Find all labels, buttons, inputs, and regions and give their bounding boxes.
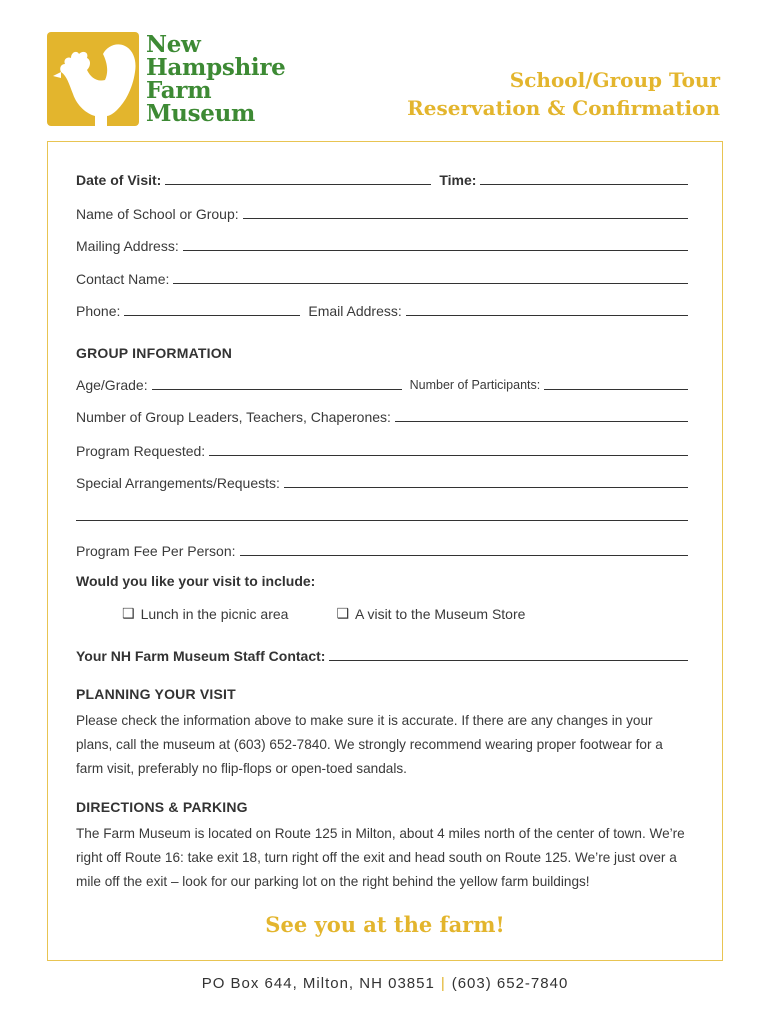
age-field[interactable]: [152, 389, 402, 390]
rooster-icon: [47, 32, 139, 126]
leaders-row: [76, 405, 688, 425]
logo-line-1: New: [146, 31, 201, 58]
directions-text: The Farm Museum is located on Route 125 in Milton, about 4 miles north of the center of town. We’re right off Route 16: take exit 18, turn right off the exit and head south on Route 125. We’re just over a mile off the exit – look for our parking lot on the right behind the yellow farm buildings!: [76, 826, 685, 889]
special-field-line-2[interactable]: [76, 520, 688, 521]
contact-row: [76, 267, 688, 287]
special-row-continued: [76, 504, 688, 524]
logo-wordmark: [146, 33, 286, 125]
leaders-label: Number of Group Leaders, Teachers, Chaperones:: [76, 409, 391, 425]
special-label: Special Arrangements/Requests:: [76, 475, 280, 491]
school-label: Name of School or Group:: [76, 206, 239, 222]
special-row: [76, 471, 688, 491]
contact-label: Contact Name:: [76, 271, 170, 287]
leaders-field[interactable]: [395, 421, 688, 422]
date-label: Date of Visit:: [76, 172, 162, 188]
date-field[interactable]: [165, 184, 431, 185]
logo-badge: [47, 32, 139, 126]
email-label: Email Address:: [308, 303, 402, 319]
include-options: [122, 605, 525, 622]
planning-heading: PLANNING YOUR VISIT: [76, 686, 236, 702]
age-participants-row: [76, 373, 688, 393]
title-line-1: School/Group Tour: [509, 68, 720, 92]
option-store-label: A visit to the Museum Store: [355, 605, 526, 622]
program-field[interactable]: [209, 455, 688, 456]
school-field[interactable]: [243, 218, 688, 219]
program-label: Program Requested:: [76, 443, 206, 459]
age-label: Age/Grade:: [76, 377, 148, 393]
footer: [0, 975, 770, 992]
participants-field[interactable]: [544, 389, 688, 390]
date-time-row: [76, 168, 688, 188]
closing-message: See you at the farm!: [265, 912, 505, 937]
address-label: Mailing Address:: [76, 238, 179, 254]
include-question: Would you like your visit to include:: [76, 573, 316, 589]
directions-heading: DIRECTIONS & PARKING: [76, 799, 248, 815]
address-field[interactable]: [183, 250, 688, 251]
footer-separator: |: [440, 975, 446, 992]
footer-address: PO Box 644, Milton, NH 03851: [201, 975, 435, 992]
staff-row: [76, 644, 688, 664]
fee-field[interactable]: [240, 555, 688, 556]
staff-field[interactable]: [329, 660, 688, 661]
phone-field[interactable]: [124, 315, 300, 316]
footer-phone: (603) 652-7840: [451, 975, 569, 992]
option-store[interactable]: [336, 605, 525, 622]
document-title: [407, 66, 720, 122]
option-lunch-label: Lunch in the picnic area: [140, 605, 289, 622]
fee-row: [76, 539, 688, 559]
phone-email-row: [76, 299, 688, 319]
group-info-heading: GROUP INFORMATION: [76, 345, 233, 361]
logo-line-2: Hampshire: [146, 54, 286, 81]
logo-line-3: Farm: [146, 77, 212, 104]
participants-label: Number of Participants:: [409, 378, 541, 392]
phone-label: Phone:: [76, 303, 121, 319]
program-row: [76, 439, 688, 459]
email-field[interactable]: [406, 315, 688, 316]
checkbox-icon[interactable]: ❑: [122, 605, 135, 621]
fee-label: Program Fee Per Person:: [76, 543, 236, 559]
planning-text: Please check the information above to make sure it is accurate. If there are any changes in your plans, call the museum at (603) 652-7840. We strongly recommend wearing proper footwear for a farm visit, preferably no flip-flops or open-toed sandals.: [76, 713, 663, 776]
special-field[interactable]: [284, 487, 688, 488]
address-row: [76, 234, 688, 254]
school-row: [76, 202, 688, 222]
option-lunch[interactable]: [122, 605, 288, 622]
checkbox-icon[interactable]: ❑: [336, 605, 349, 621]
logo-line-4: Museum: [146, 100, 256, 127]
contact-field[interactable]: [173, 283, 688, 284]
time-label: Time:: [439, 172, 477, 188]
staff-label: Your NH Farm Museum Staff Contact:: [76, 648, 326, 664]
title-line-2: Reservation & Confirmation: [407, 96, 720, 120]
time-field[interactable]: [480, 184, 688, 185]
